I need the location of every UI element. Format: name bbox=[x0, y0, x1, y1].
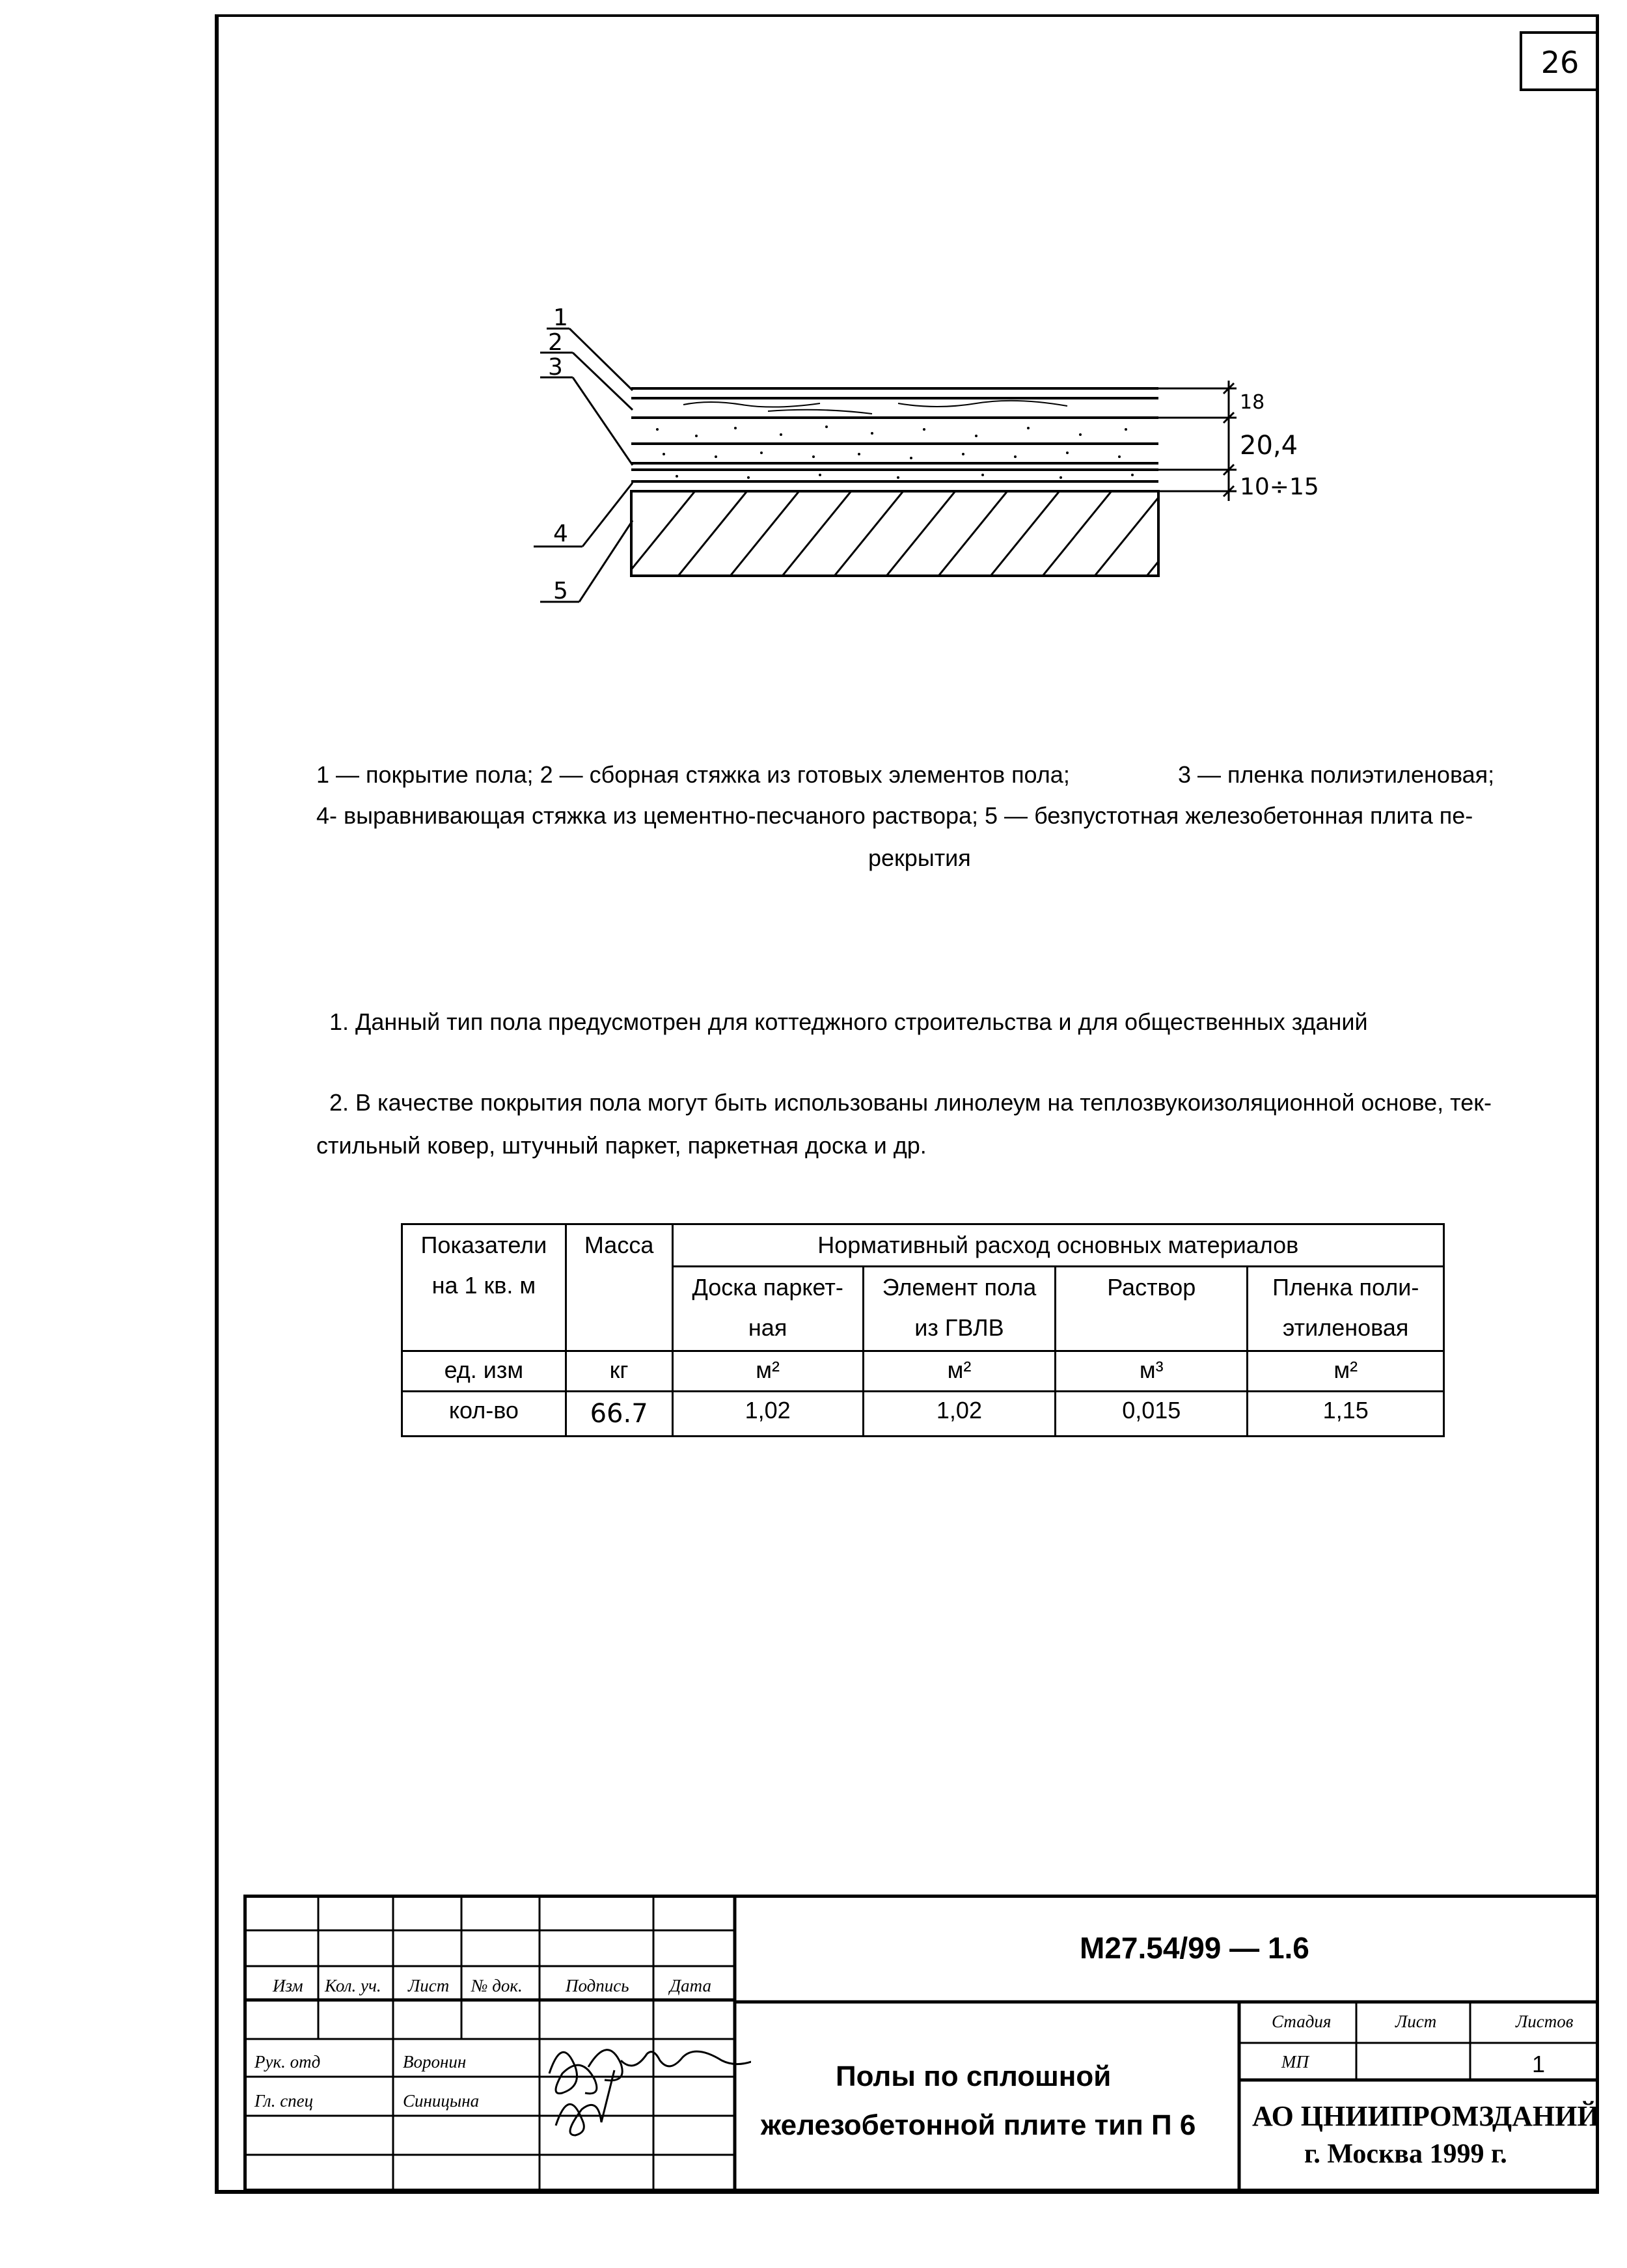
title-line-2: железобетонной плите тип П 6 bbox=[761, 2109, 1196, 2141]
name-head: Воронин bbox=[403, 2052, 467, 2072]
name-spec: Синицына bbox=[403, 2091, 480, 2111]
note-2-line-2: стильный ковер, штучный паркет, паркетная доска и др. bbox=[316, 1132, 927, 1159]
header-norm: Нормативный расход основных материалов bbox=[672, 1224, 1444, 1267]
callout-4: 4 bbox=[553, 520, 568, 547]
th-doc: № док. bbox=[471, 1976, 523, 1995]
qty-mortar: 0,015 bbox=[1056, 1392, 1248, 1437]
qty-label: кол-во bbox=[402, 1392, 566, 1437]
legend-line-3: рекрытия bbox=[868, 844, 971, 871]
callout-1: 1 bbox=[553, 306, 568, 331]
legend-line-2: 4- выравнивающая стяжка из цементно-песчаного раствора; 5 — безпустотная железобетонная плита пе- bbox=[316, 802, 1473, 829]
unit-parquet: м² bbox=[672, 1351, 863, 1392]
th-list: Лист bbox=[408, 1976, 450, 1995]
header-gvlv: Элемент пола из ГВЛВ bbox=[863, 1267, 1055, 1351]
organization-city-year: г. Москва 1999 г. bbox=[1304, 2139, 1507, 2169]
dim-10-15: 10÷15 bbox=[1240, 474, 1319, 500]
dim-20-4: 20,4 bbox=[1240, 431, 1298, 461]
role-spec: Гл. спец bbox=[254, 2091, 314, 2111]
th-kol: Кол. уч. bbox=[325, 1976, 381, 1995]
qty-film: 1,15 bbox=[1248, 1392, 1444, 1437]
legend-line-1: 1 — покрытие пола; 2 — сборная стяжка из готовых элементов пола; bbox=[316, 761, 1070, 788]
callout-2: 2 bbox=[548, 329, 563, 356]
organization-name: АО ЦНИИПРОМЗДАНИЙ bbox=[1252, 2100, 1600, 2132]
unit-mortar: м³ bbox=[1056, 1351, 1248, 1392]
th-sign: Подпись bbox=[566, 1976, 629, 1995]
callout-3: 3 bbox=[548, 354, 563, 381]
unit-gvlv: м² bbox=[863, 1351, 1055, 1392]
header-film: Пленка поли- этиленовая bbox=[1248, 1267, 1444, 1351]
header-parquet: Доска паркет- ная bbox=[672, 1267, 863, 1351]
qty-gvlv: 1,02 bbox=[863, 1392, 1055, 1437]
sheets-value: 1 bbox=[1532, 2051, 1546, 2077]
document-code: М27.54/99 — 1.6 bbox=[1080, 1931, 1309, 1965]
title-line-1: Полы по сплошной bbox=[836, 2060, 1112, 2092]
header-indicators: Показатели на 1 кв. м bbox=[402, 1224, 566, 1351]
stage-header: Стадия bbox=[1272, 2012, 1332, 2031]
qty-parquet: 1,02 bbox=[672, 1392, 863, 1437]
callout-5: 5 bbox=[553, 578, 568, 604]
th-date: Дата bbox=[670, 1976, 712, 1995]
header-mass: Масса bbox=[566, 1224, 672, 1351]
unit-mass: кг bbox=[566, 1351, 672, 1392]
stage-value: МП bbox=[1281, 2052, 1309, 2072]
dim-18: 18 bbox=[1240, 391, 1265, 414]
qty-mass: 66.7 bbox=[566, 1392, 672, 1437]
title-block bbox=[243, 1895, 1599, 2194]
sheets-header: Листов bbox=[1516, 2012, 1574, 2031]
sheet-header: Лист bbox=[1395, 2012, 1437, 2031]
units-label: ед. изм bbox=[402, 1351, 566, 1392]
role-head: Рук. отд bbox=[254, 2052, 321, 2072]
materials-table bbox=[401, 1223, 1445, 1437]
unit-film: м² bbox=[1248, 1351, 1444, 1392]
header-mortar: Раствор bbox=[1056, 1267, 1248, 1351]
note-1: 1. Данный тип пола предусмотрен для коттеджного строительства и для общественных зданий bbox=[329, 1008, 1368, 1035]
th-izm: Изм bbox=[273, 1976, 303, 1995]
slab-hatching bbox=[618, 481, 1224, 586]
signature-icon bbox=[543, 2028, 751, 2145]
sheet-number: 26 bbox=[1520, 31, 1598, 91]
note-2-line-1: 2. В качестве покрытия пола могут быть использованы линолеум на теплозвукоизоляционной основе, тек- bbox=[329, 1089, 1492, 1116]
legend-line-1b: 3 — пленка полиэтиленовая; bbox=[1178, 761, 1495, 788]
floor-section-diagram bbox=[534, 306, 1347, 612]
